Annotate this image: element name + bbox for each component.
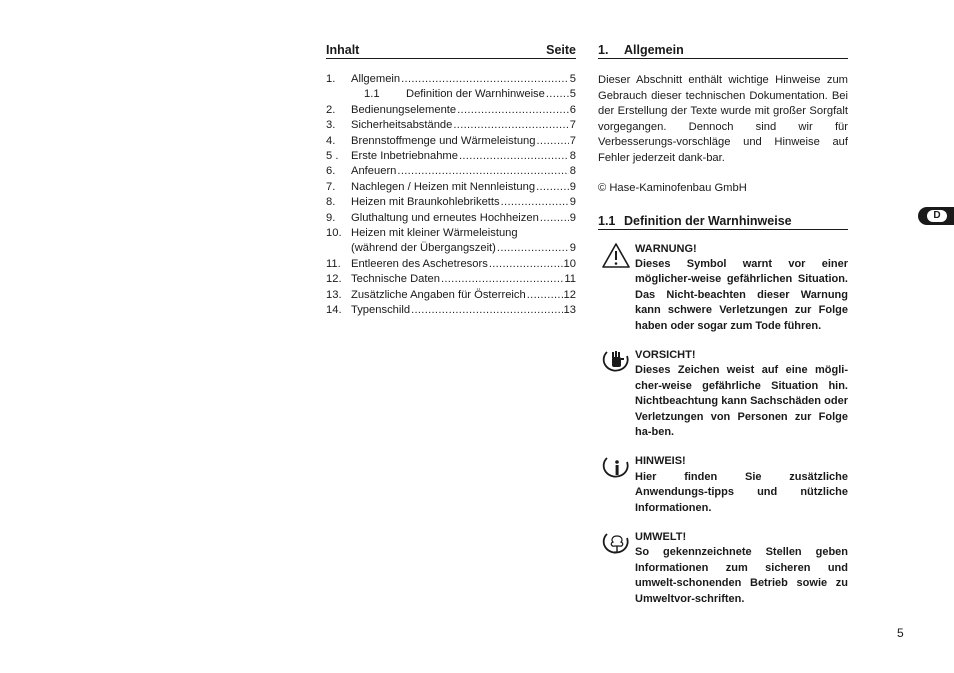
toc-leader-dots: [441, 272, 563, 287]
toc-item-title: Definition der Warnhinweise: [406, 88, 545, 101]
section-heading: [598, 40, 848, 59]
hand-caution-icon: [601, 348, 631, 376]
toc-item-number: 1.: [326, 73, 336, 85]
toc-heading: Inhalt: [326, 43, 360, 57]
toc-item-number: 9.: [326, 211, 336, 224]
toc-item-number: 8.: [326, 196, 336, 209]
toc-item-number: 12.: [326, 273, 342, 286]
toc-item-number: 3.: [326, 119, 336, 132]
section-title: Allgemein: [624, 43, 684, 57]
toc-item: [326, 195, 576, 210]
toc-item-page: 9: [569, 242, 576, 255]
toc-leader-dots: [527, 288, 563, 303]
toc-item-title: Anfeuern: [351, 165, 397, 178]
toc-item: [326, 211, 576, 226]
toc-item-title: Brennstoffmenge und Wärmeleistung: [351, 134, 536, 147]
notice-label: WARNUNG!: [635, 242, 697, 255]
toc-item: [326, 226, 576, 241]
page-number: 5: [897, 626, 904, 640]
toc-item-number: 10.: [326, 227, 342, 240]
language-tab: [918, 207, 954, 225]
notice-warning: [598, 242, 848, 334]
toc-list: [326, 72, 576, 319]
copyright-text: © Hase-Kaminofenbau GmbH: [598, 182, 747, 194]
language-tab-label: D: [927, 210, 947, 222]
toc-leader-dots: [536, 180, 569, 195]
toc-item: [326, 164, 576, 179]
notice-label: UMWELT!: [635, 531, 687, 543]
toc-item-number: 13.: [326, 288, 342, 301]
table-of-contents: [326, 40, 576, 319]
toc-leader-dots: [457, 103, 569, 118]
toc-item-title: Erste Inbetriebnahme: [351, 150, 458, 163]
tree-environment-icon: [601, 530, 631, 558]
toc-item-page: 5: [569, 88, 576, 101]
toc-item: [326, 257, 576, 272]
toc-item-number: 5 .: [326, 150, 339, 163]
toc-item-page: 13: [563, 304, 576, 317]
toc-item-title: Allgemein: [351, 73, 401, 85]
toc-item-number: 14.: [326, 304, 342, 317]
toc-leader-dots: [397, 164, 568, 179]
toc-item-page: 7: [569, 119, 576, 132]
toc-item-number: 1.1: [364, 88, 380, 101]
info-icon: [601, 454, 631, 482]
notice-text: Dieses Zeichen weist auf eine mögli-cher-weise gefährliche Situation hin. Nichtbeachtung kann Sachschäden oder Verletzungen von Personen zur Folge ha-ben.: [635, 364, 848, 438]
toc-page-heading: Seite: [546, 43, 576, 57]
toc-item-title: Gluthaltung und erneutes Hochheizen: [351, 211, 539, 224]
toc-leader-dots: [497, 241, 569, 256]
toc-item-title: Sicherheitsabstände: [351, 119, 453, 132]
toc-item-number: 4.: [326, 134, 336, 147]
toc-item-title: (während der Übergangszeit): [351, 242, 496, 255]
toc-item: [326, 272, 576, 287]
warning-triangle-icon: [601, 242, 631, 270]
toc-item: [326, 118, 576, 133]
toc-item: [326, 149, 576, 164]
toc-leader-dots: [453, 118, 568, 133]
intro-paragraph: Dieser Abschnitt enthält wichtige Hinweise zum Gebrauch dieser technischen Dokumentation. Bei der Erstellung der Texte wurde mit großer Sorgfalt vorgegangen. Dennoch sind wir für Verbesserungs-vorschläge und Hinweise auf Fehler jederzeit dank-bar.: [598, 74, 848, 164]
toc-item-page: 9: [569, 211, 576, 224]
toc-item-page: 6: [569, 103, 576, 116]
toc-item: [326, 134, 576, 149]
subsection-number: 1.1: [598, 213, 616, 228]
toc-item: [326, 180, 576, 195]
toc-leader-dots: [501, 195, 569, 210]
toc-item: [326, 87, 576, 102]
toc-leader-dots: [546, 87, 569, 102]
toc-item: [326, 72, 576, 87]
notice-label: HINWEIS!: [635, 455, 686, 468]
notice-text: So gekennzeichnete Stellen geben Informationen zum sicheren und umwelt-schonenden Betrieb sowie zu Umweltvor-schriften.: [635, 546, 848, 605]
toc-leader-dots: [540, 211, 569, 226]
notice-info: [598, 454, 848, 516]
notice-label: VORSICHT!: [635, 348, 696, 361]
subsection-heading: [598, 211, 848, 230]
toc-item-page: 5: [569, 73, 576, 85]
toc-item-page: 9: [569, 180, 576, 193]
toc-item-page: 7: [569, 134, 576, 147]
toc-item-title: Nachlegen / Heizen mit Nennleistung: [351, 180, 536, 193]
notice-text: Hier finden Sie zusätzliche Anwendungs-tipps und nützliche Informationen.: [635, 470, 848, 514]
toc-item-number: 2.: [326, 103, 336, 116]
toc-item-title: Bedienungselemente: [351, 103, 457, 116]
toc-leader-dots: [459, 149, 569, 164]
toc-leader-dots: [411, 303, 562, 318]
toc-item: [326, 303, 576, 318]
notice-text: Dieses Symbol warnt vor einer möglicher-weise gefährlichen Situation. Das Nicht-beachten dieser Warnung kann schwere Verletzungen zur Folge haben oder sogar zum Tode führen.: [635, 257, 848, 332]
toc-item-title: Typenschild: [351, 304, 411, 317]
toc-item-title: Heizen mit kleiner Wärmeleistung: [351, 227, 518, 240]
toc-item-title: Heizen mit Braunkohlebriketts: [351, 196, 500, 209]
toc-item-page: 11: [564, 273, 576, 286]
toc-header: [326, 40, 576, 59]
toc-leader-dots: [537, 134, 569, 149]
toc-leader-dots: [401, 72, 569, 87]
content-column: [598, 40, 848, 607]
toc-item-page: 9: [569, 196, 576, 209]
toc-item: [326, 103, 576, 118]
notice-environment: [598, 530, 848, 607]
toc-item: [326, 288, 576, 303]
toc-item-page: 8: [569, 150, 576, 163]
toc-item: [326, 241, 576, 256]
section-number: 1.: [598, 43, 609, 57]
toc-item-title: Entleeren des Aschetresors: [351, 257, 488, 270]
subsection-title: Definition der Warnhinweise: [624, 213, 792, 228]
toc-item-page: 10: [563, 257, 576, 270]
toc-item-number: 7.: [326, 180, 336, 193]
toc-item-title: Technische Daten: [351, 273, 440, 286]
toc-item-number: 6.: [326, 165, 336, 178]
toc-item-number: 11.: [326, 257, 341, 270]
toc-leader-dots: [489, 257, 563, 272]
toc-item-title: Zusätzliche Angaben für Österreich: [351, 288, 526, 301]
toc-item-page: 12: [563, 288, 576, 301]
notice-caution: [598, 348, 848, 440]
toc-item-page: 8: [569, 165, 576, 178]
